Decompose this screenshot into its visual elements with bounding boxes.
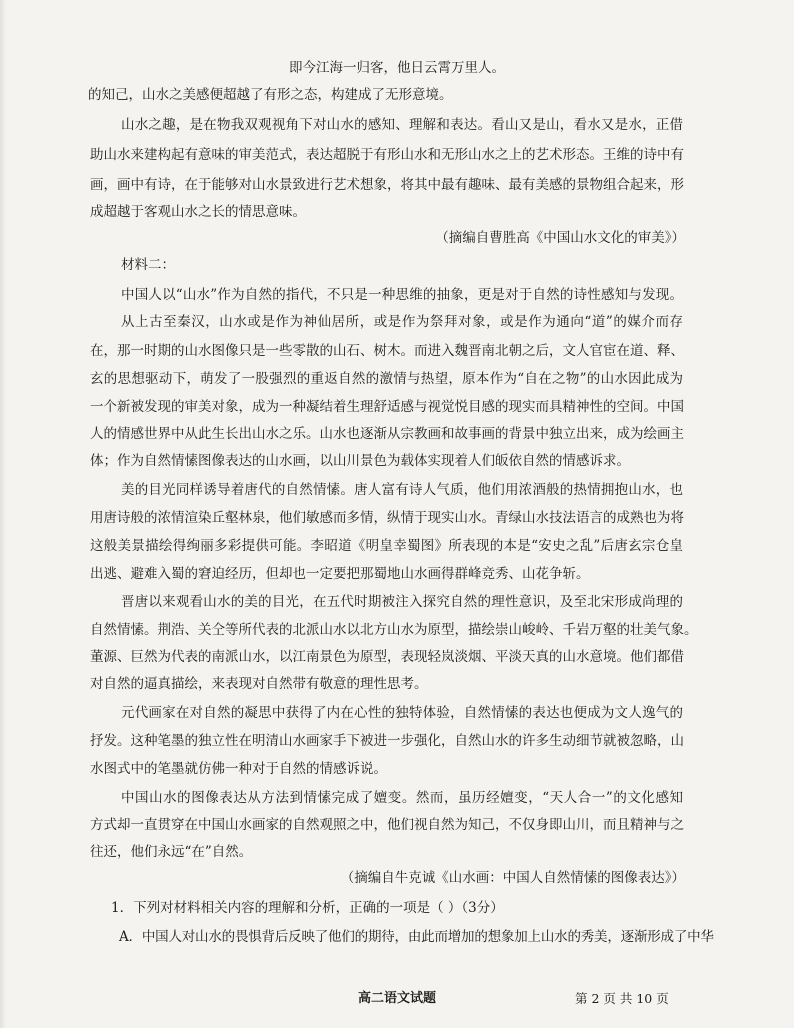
footer-title: 高二语文试题	[357, 991, 436, 1006]
paragraph-2-5-line-1: 元代画家在对自然的凝思中获得了内在心性的独特体验，自然情愫的表达也便成为文人逸气的	[121, 705, 683, 721]
paragraph-2-1-line-1: 中国人以“山水”作为自然的指代，不只是一种思维的抽象，更是对于自然的诗性感知与发现。	[121, 287, 683, 303]
paragraph-2-6-line-2: 方式却一直贯穿在中国山水画家的自然观照之中，他们视自然为知己，不仅身即山川，而且精神与之	[90, 817, 684, 833]
paragraph-2-4-line-4: 对自然的逼真描绘，来表现对自然带有敬意的理性思考。	[90, 676, 428, 692]
paragraph-2-3-line-3: 这般美景描绘得绚丽多彩提供可能。李昭道《明皇幸蜀图》所表现的本是“安史之乱”后唐玄宗仓皇	[90, 538, 683, 554]
paragraph-2-4-line-3: 董源、巨然为代表的南派山水，以江南景色为原型，表现轻岚淡烟、平淡天真的山水意境。他们都借	[90, 649, 684, 665]
paragraph-shanshui-line-3: 画，画中有诗，在于能够对山水景致进行艺术想象，将其中最有趣味、最有美感的景物组合起来，形	[90, 177, 684, 193]
paragraph-2-5-line-2: 抒发。这种笔墨的独立性在明清山水画家手下被进一步强化，自然山水的许多生动细节就被忽略，山	[90, 733, 684, 749]
paragraph-2-4-line-1: 晋唐以来观看山水的美的目光，在五代时期被注入探究自然的理性意识，及至北宋形成尚理的	[121, 594, 683, 610]
paragraph-shanshui-line-2: 助山水来建构起有意味的审美范式，表达超脱于有形山水和无形山水之上的艺术形态。王维的诗中有	[90, 147, 684, 163]
paragraph-2-2-line-3: 玄的思想驱动下，萌发了一股强烈的重返自然的激情与热望，原本作为“自在之物”的山水因此成为	[90, 371, 683, 387]
paragraph-2-4-line-2: 自然情愫。荆浩、关仝等所代表的北派山水以北方山水为原型，描绘崇山峻岭、千岩万壑的壮美气象。	[90, 622, 698, 638]
source-caption-1: （摘编自曹胜高《中国山水文化的审美》）	[435, 230, 685, 246]
question-1-option-a: A．中国人对山水的畏惧背后反映了他们的期待，由此而增加的想象加上山水的秀美，逐渐形成了中华	[119, 929, 714, 945]
paragraph-2-5-line-3: 水图式中的笔墨就仿佛一种对于自然的情感诉说。	[90, 761, 387, 777]
paragraph-2-2-line-1: 从上古至秦汉，山水或是作为神仙居所，或是作为祭拜对象，或是作为通向“道”的媒介而存	[121, 314, 683, 330]
paragraph-2-6-line-1: 中国山水的图像表达从方法到情愫完成了嬗变。然而，虽历经嬗变，“天人合一”的文化感知	[121, 790, 683, 806]
paragraph-2-2-line-5: 人的情感世界中从此生长出山水之乐。山水也逐渐从宗教画和故事画的背景中独立出来，成为绘画主	[90, 426, 684, 442]
footer-page-number: 第 2 页 共 10 页	[575, 991, 669, 1006]
scan-shadow-left	[0, 0, 6, 1028]
paragraph-2-3-line-1: 美的目光同样诱导着唐代的自然情愫。唐人富有诗人气质，他们用浓酒般的热情拥抱山水，也	[121, 482, 683, 498]
paragraph-2-2-line-6: 体；作为自然情愫图像表达的山水画，以山川景色为载体实现着人们皈依自然的情感诉求。	[90, 453, 630, 469]
paragraph-2-3-line-2: 用唐诗般的浓情渲染丘壑林泉，他们敏感而多情，纵情于现实山水。青绿山水技法语言的成熟也为将	[90, 510, 684, 526]
material2-heading: 材料二：	[121, 257, 175, 273]
top-poem-line: 即今江海一归客，他日云霄万里人。	[289, 60, 505, 76]
paragraph-2-6-line-3: 往还，他们永远“在”自然。	[90, 844, 253, 860]
material1-continuation: 的知己，山水之美感便超越了有形之态，构建成了无形意境。	[88, 87, 453, 103]
question-1: 1．下列对材料相关内容的理解和分析，正确的一项是（ ）（3分）	[111, 900, 504, 916]
paragraph-shanshui-line-1: 山水之趣，是在物我双观视角下对山水的感知、理解和表达。看山又是山，看水又是水，正借	[121, 117, 683, 133]
paragraph-2-2-line-4: 一个新被发现的审美对象，成为一种凝结着生理舒适感与视觉悦目感的现实而具精神性的空间。中国	[90, 399, 684, 415]
paragraph-2-3-line-4: 出逃、避难入蜀的窘迫经历，但却也一定要把那蜀地山水画得群峰竞秀、山花争斩。	[90, 566, 590, 582]
source-caption-2: （摘编自牛克诚《山水画：中国人自然情愫的图像表达》）	[340, 870, 685, 886]
paragraph-2-2-line-2: 在，那一时期的山水图像只是一些零散的山石、树木。而进入魏晋南北朝之后，文人官宦在道、释、	[90, 343, 684, 359]
paragraph-shanshui-line-4: 成超越于客观山水之长的情思意味。	[90, 204, 306, 220]
